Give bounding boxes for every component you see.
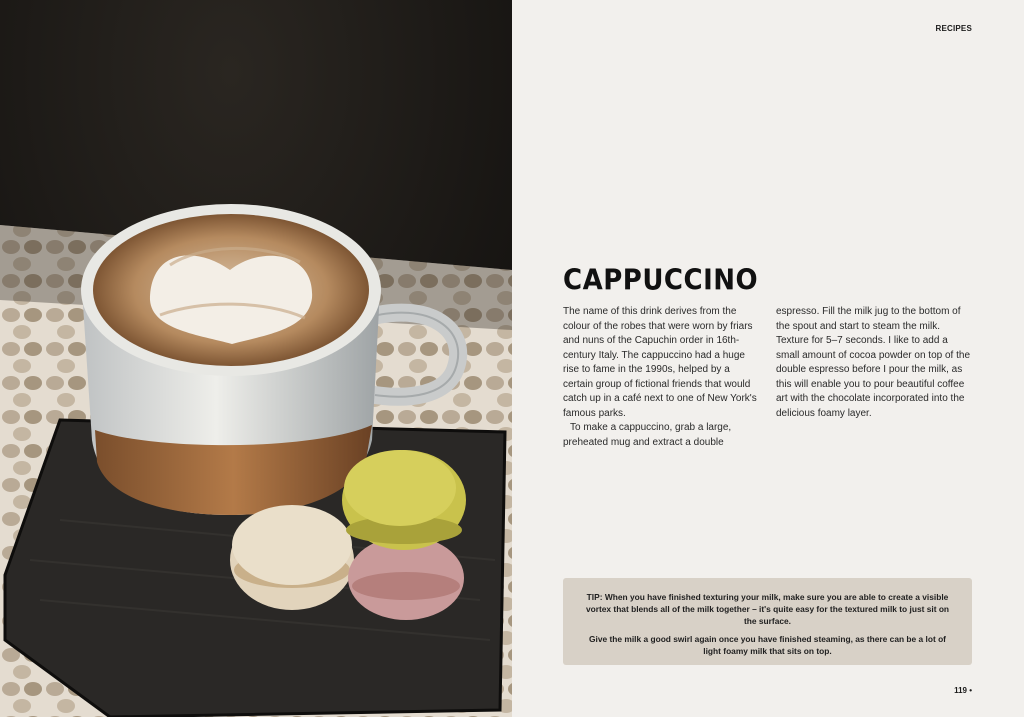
recipe-page: [512, 0, 1024, 717]
tip-box: [563, 578, 972, 665]
body-paragraph: espresso. Fill the milk jug to the bottom of the spout and start to steam the milk. Texture for 5–7 seconds. I like to add a small amount of cocoa powder on top of the double espresso before I pour the milk, as this will enable you to pour beautiful coffee art with the chocolate incorporated into the delicious foamy layer.: [776, 306, 971, 419]
page-number: 119 •: [954, 686, 972, 695]
body-paragraph: To make a cappuccino, grab a large, preheated mug and extract a double: [563, 422, 732, 448]
tip-paragraph: Give the milk a good swirl again once you have finished steaming, as there can be a lot of light foamy milk that sits on top.: [589, 634, 946, 656]
body-column-left: [563, 305, 759, 450]
body-paragraph: The name of this drink derives from the colour of the robes that were worn by friars and nuns of the Capuchin order in 16th-century Italy. The cappuccino had a huge rise to fame in the 1990s, helped by a certain group of fictional friends that would catch up in a café next to one of New York's famous parks.: [563, 306, 757, 419]
section-label: RECIPES: [935, 24, 972, 33]
recipe-title: CAPPUCCINO: [563, 264, 759, 297]
tip-text: When you have finished texturing your milk, make sure you are able to create a visible vortex that blends all of the milk together – it's quite easy for the textured milk to just sit on the surface.: [585, 592, 950, 626]
tip-label: TIP:: [586, 592, 603, 602]
tip-paragraph: [583, 591, 952, 627]
body-column-right: [776, 305, 972, 421]
